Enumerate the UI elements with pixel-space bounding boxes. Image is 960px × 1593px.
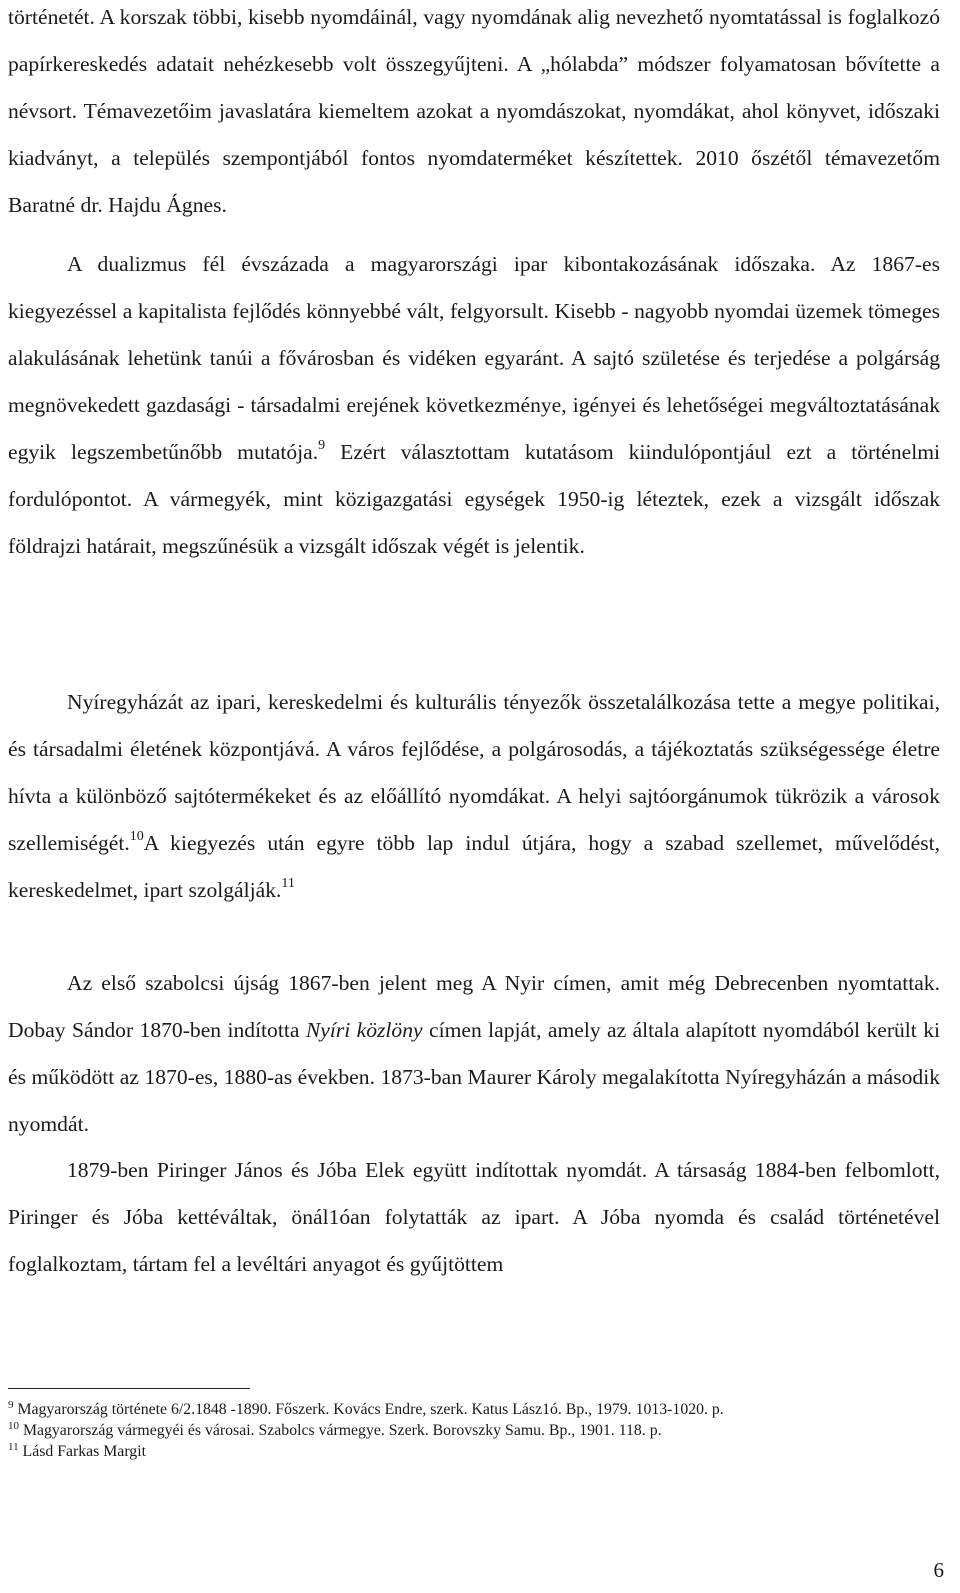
paragraph-2-text-a: A dualizmus fél évszázada a magyarországi ipar kibontakozásának időszaka. Az 1867-es kiegyezéssel a kapitalista fejlődés könnyebbé vált, felgyorsult. Kisebb - nagyobb nyomdai üzemek tömeges alakulásának lehetünk tanúi a fővárosban és vidéken egyaránt. A sajtó születése és terjedése a polgárság megnövekedett gazdasági - társadalmi erejének következménye, igényei és lehetőségei megváltoztatásának egyik legszembetűnőbb mutatója.: [8, 252, 940, 464]
paragraph-1: [8, 0, 940, 229]
paragraph-3-text-b: A kiegyezés után egyre több lap indul útjára, hogy a szabad szellemet, művelődést, kereskedelmet, ipart szolgálják.: [8, 831, 940, 902]
footnote-separator: [8, 1388, 250, 1389]
paragraph-2: [8, 241, 940, 570]
paragraph-4-text-b: címen lapját, amely az általa alapított nyomdából került ki és működött az 1870-es, 1880-as években. 1873-ban Maurer Károly megalakította Nyíregyházán a második nyomdát.: [8, 1018, 940, 1136]
footnote-text: Magyarország története 6/2.1848 -1890. Főszerk. Kovács Endre, szerk. Katus Lász1ó. Bp., 1979. 1013-1020. p.: [13, 1401, 724, 1418]
footnote-ref-9[interactable]: 9: [318, 438, 326, 453]
footnote-number: 11: [8, 1441, 19, 1453]
newspaper-title-italic: Nyíri közlöny: [305, 1018, 423, 1042]
footnote-ref-11[interactable]: 11: [281, 876, 295, 891]
footnote-number: 10: [8, 1420, 19, 1432]
paragraph-3-text-a: Nyíregyházát az ipari, kereskedelmi és kulturális tényezők összetalálkozása tette a megye politikai, és társadalmi életének központjává. A város fejlődése, a polgárosodás, a tájékoztatás szükségessége életre hívta a különböző sajtótermékeket és az előállító nyomdákat. A helyi sajtóorgánumok tükrözik a városok szellemiségét.: [8, 690, 940, 855]
paragraph-5: [8, 1147, 940, 1288]
paragraph-4: [8, 960, 940, 1148]
paragraph-5-text: 1879-ben Piringer János és Jóba Elek együtt indítottak nyomdát. A társaság 1884-ben felbomlott, Piringer és Jóba kettéváltak, önál1óan folytatták az ipart. A Jóba nyomda és család történetével foglalkoztam, tártam fel a levéltári anyagot és gyűjtöttem: [8, 1158, 940, 1276]
footnote-text: Lásd Farkas Margit: [18, 1443, 146, 1460]
footnote-number: 9: [8, 1399, 14, 1411]
footnote-9: [8, 1399, 940, 1420]
footnotes: [8, 1399, 940, 1462]
paragraph-2-text-b: Ezért választottam kutatásom kiindulópontjául ezt a történelmi fordulópontot. A vármegyék, mint közigazgatási egységek 1950-ig léteztek, ezek a vizsgált időszak földrajzi határait, megszűnésük a vizsgált időszak végét is jelentik.: [8, 440, 940, 558]
footnote-11: [8, 1441, 940, 1462]
paragraph-1-text: történetét. A korszak többi, kisebb nyomdáinál, vagy nyomdának alig nevezhető nyomtatással is foglalkozó papírkereskedés adatait nehézkesebb volt összegyűjteni. A „hólabda” módszer folyamatosan bővítette a névsort. Témavezetőim javaslatára kiemeltem azokat a nyomdászokat, nyomdákat, ahol könyvet, időszaki kiadványt, a település szempontjából fontos nyomdaterméket készítettek. 2010 őszétől témavezetőm Baratné dr. Hajdu Ágnes.: [8, 5, 940, 217]
paragraph-4-text-a: Az első szabolcsi újság 1867-ben jelent meg A Nyir címen, amit még Debrecenben nyomtattak. Dobay Sándor 1870-ben indította: [8, 971, 940, 1042]
paragraph-3: [8, 679, 940, 914]
footnote-ref-10[interactable]: 10: [129, 829, 144, 844]
page-number: 6: [933, 1558, 944, 1582]
footnote-10: [8, 1420, 940, 1441]
footnote-text: Magyarország vármegyéi és városai. Szabolcs vármegye. Szerk. Borovszky Samu. Bp., 1901. 118. p.: [19, 1422, 662, 1439]
